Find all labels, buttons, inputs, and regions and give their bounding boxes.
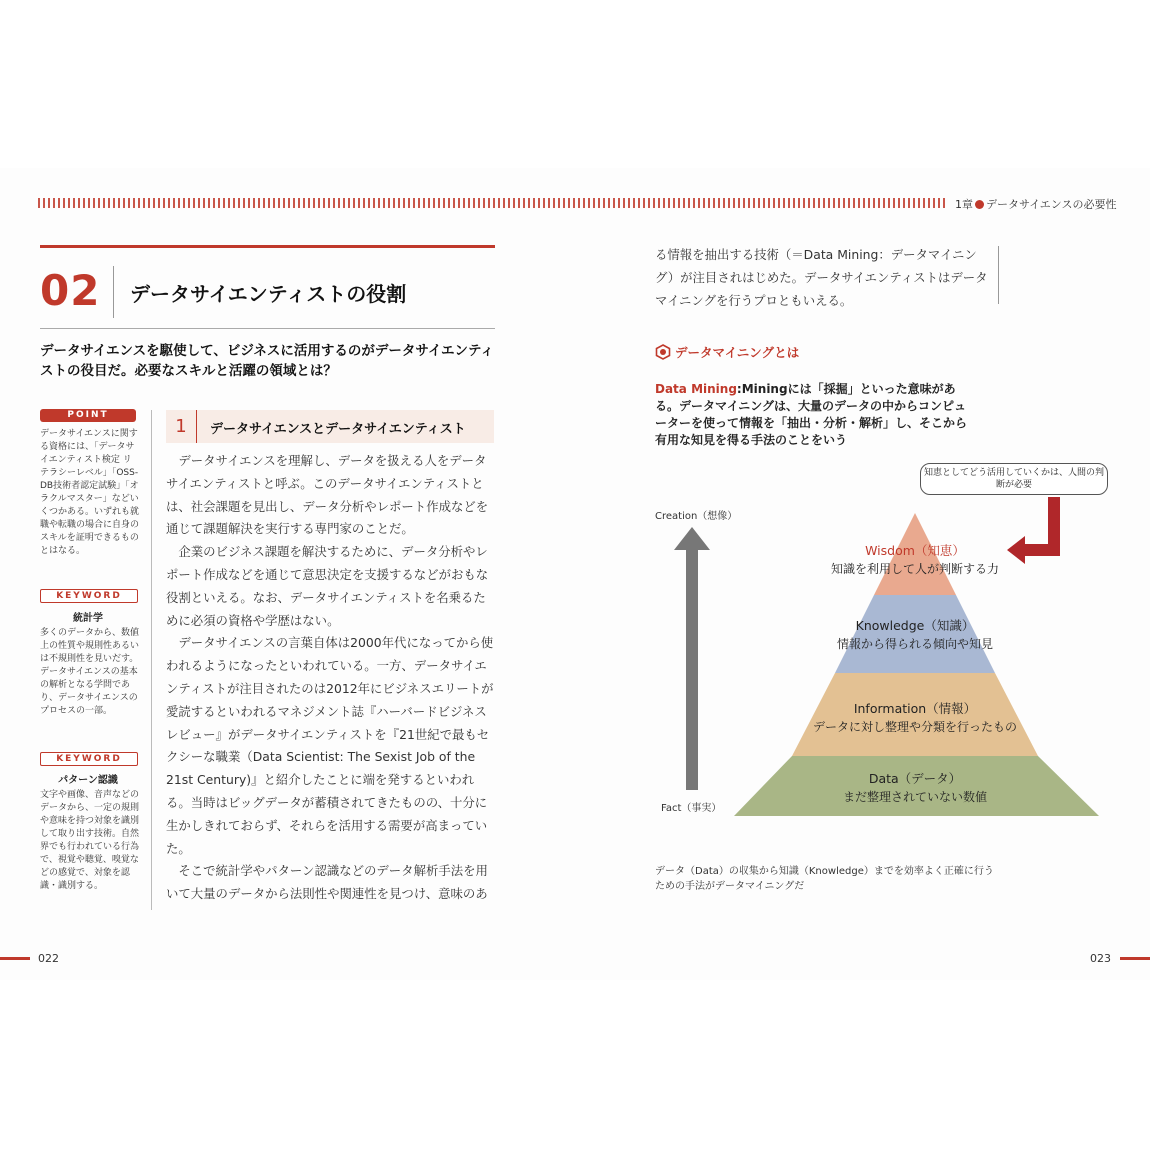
figure-caption: データ（Data）の収集から知識（Knowledge）までを効率よく正確に行うための手法がデータマイニングだ [655,866,994,892]
keyword-tag: KEYWORD [40,589,138,603]
pyramid-label-knowledge [790,617,1040,653]
paragraph: データサイエンスの言葉自体は2000年代になってから使われるようになったといわれている。一方、データサイエンティストが注目されたのは2012年にビジネスエリートが愛読するといわれるマネジメント誌『ハーバードビジネスレビュー』がデータサイエンティストを『21世紀で最もセクシーな職業（Data Scientist: The Sexist Job of the 21st Century)』と紹介したことに端を発するといわれる。当時はビッグデータが蓄積されてきたものの、十分に生かしきれておらず、それらを活用する需要が高まっていた。 [166,635,494,856]
layer-jp: データに対し整理や分類を行ったもの [812,720,1017,734]
body-text [166,450,496,906]
chapter-label: 1章 [955,198,973,211]
subsection-number: 1 [166,410,197,443]
paragraph: データサイエンスを理解し、データを扱える人をデータサイエンティストと呼ぶ。このデータサイエンティストとは、社会課題を見出し、データ分析やレポート作成などを通じて課題解決を実行する専門家のことだ。 [166,453,489,537]
definition [655,381,975,449]
section-rule [40,245,495,248]
keyword-word: 統計学 [73,613,103,624]
page-number: 022 [38,952,59,965]
lead-text: データサイエンスを駆使して、ビジネスに活用するのがデータサイエンティストの役目だ。必要なスキルと活躍の領域とは？ [40,343,494,379]
layer-jp: 情報から得られる傾向や知見 [836,637,993,651]
vertical-arrow [674,527,710,790]
layer-jp: まだ整理されていない数値 [842,790,987,804]
page-bar [0,957,30,960]
title-underline [40,328,495,329]
definition-text: :Miningには「採掘」といった意味がある。データマイニングは、大量のデータの中からコンピューターを使って情報を「抽出・分析・解析」し、そこから有用な知見を得る手法のことをいう [655,382,968,447]
column-divider [151,410,152,910]
subsection-title: データサイエンスとデータサイエンティスト [210,422,466,437]
pyramid-label-wisdom [800,542,1030,578]
section-title: データサイエンティストの役割 [130,282,407,306]
pyramid-label-data [790,770,1040,806]
chapter-title: データサイエンスの必要性 [986,198,1117,211]
layer-en: Information（情報） [853,701,977,716]
box-title: データマイニングとは [675,345,800,360]
chapter-header [955,196,1116,212]
hexagon-icon [655,344,671,360]
section-divider [113,266,114,318]
layer-en: Wisdom（知恵） [865,543,965,558]
pyramid-label-information [775,700,1055,736]
keyword-tag: KEYWORD [40,752,138,766]
layer-en: Data（データ） [868,771,962,786]
box-heading [655,343,799,361]
bullet-icon [975,200,984,209]
margin-rule [998,246,999,304]
section-number: 02 [40,266,101,315]
page-bar [1120,957,1150,960]
callout-bubble: 知恵としてどう活用していくかは、人間の判断が必要 [920,463,1108,495]
paragraph: 企業のビジネス課題を解決するために、データ分析やレポート作成などを通じて意思決定を支援するなどがおもな役割といえる。なお、データサイエンティストを名乗るために必須の資格や学歴はない。 [166,544,489,628]
paragraph: そこで統計学やパターン認識などのデータ解析手法を用いて大量のデータから法則性や関連性を見つけ、意味のあ [166,863,488,902]
keyword-text: 多くのデータから、数値上の性質や規則性あるいは不規則性を見いだす。データサイエンスの基本の解析となる学問であり、データサイエンスのプロセスの一部。 [40,628,140,716]
layer-en: Knowledge（知識） [855,618,975,633]
page-number: 023 [1090,952,1111,965]
continued-text: る情報を抽出する技術（＝Data Mining：データマイニング）が注目されはじめた。データサイエンティストはデータマイニングを行うプロともいえる。 [655,247,988,308]
keyword-text: 文字や画像、音声などのデータから、一定の規則や意味を持つ対象を識別して取り出す技術。自然界でも行われている行為で、視覚や聴覚、嗅覚などの感覚で、対象を認識・識別する。 [40,790,140,891]
point-text: データサイエンスに関する資格には、「データサイエンティスト検定 リテラシーレベル」「OSS-DB技術者認定試験」「オラクルマスター」などいくつかある。いずれも就職や転職の場合に自身のスキルを証明できるものとはなる。 [40,429,140,556]
axis-label-bottom: Fact（事実） [661,803,722,814]
keyword-word: パターン認識 [58,775,118,786]
header-band [38,198,948,208]
point-tag: POINT [40,409,136,422]
axis-label-top: Creation（想像） [655,511,738,522]
layer-jp: 知識を利用して人が判断する力 [830,562,999,576]
definition-term: Data Mining [655,382,737,396]
